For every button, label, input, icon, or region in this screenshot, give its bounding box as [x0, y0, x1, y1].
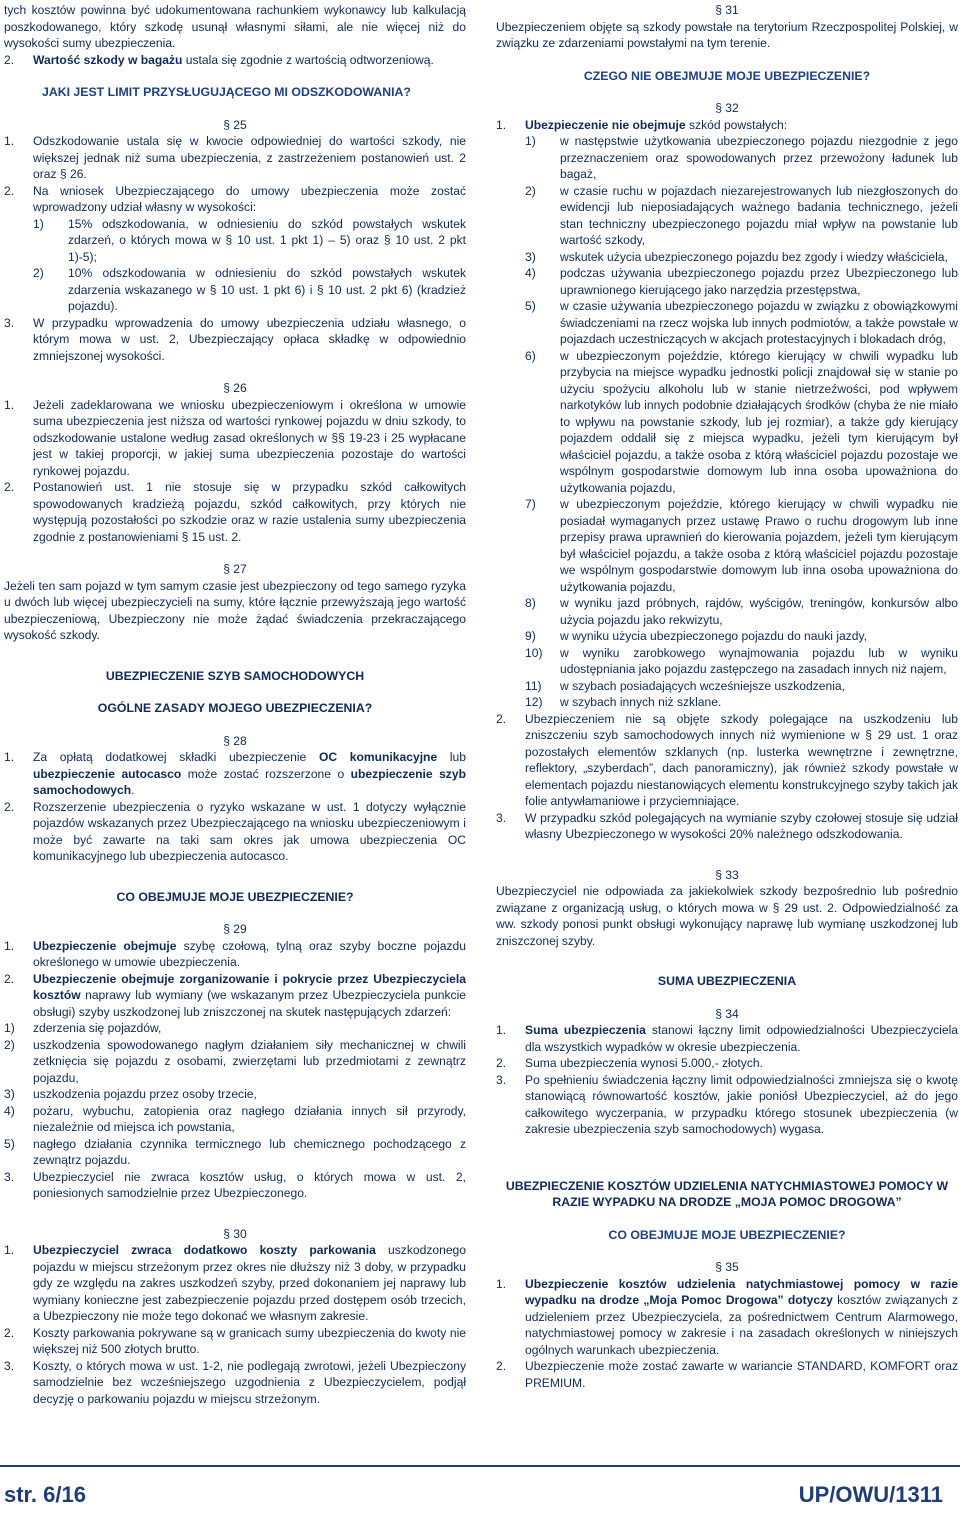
- text-run: Koszty parkowania pokrywane są w granicach sumy ubezpieczenia do kwoty nie większej niż 500 złotych brutto.: [33, 1325, 466, 1356]
- list-item-text: [560, 628, 958, 645]
- bold-text: Suma ubezpieczenia: [525, 1023, 646, 1037]
- section-number-35: § 35: [715, 1260, 739, 1274]
- spacer: [4, 1202, 466, 1226]
- text-run: Koszty, o których mowa w ust. 1-2, nie podlegają zwrotowi, jeżeli Ubezpieczony samodzielnie bez wcześniejszego uzgodnienia z Ubezpieczycielem, podjął decyzję o parkowaniu pojazdu w miejscu strzeżonym.: [33, 1358, 466, 1406]
- list-item-number: 1.: [4, 1243, 15, 1257]
- list-item-text: [33, 183, 466, 216]
- spacer: [4, 101, 466, 117]
- list-item: [496, 628, 958, 645]
- list-item-text: [33, 1020, 466, 1037]
- text-run: nagłego działania czynnika termicznego lub chemicznego pochodzącego z zewnątrz pojazdu.: [33, 1136, 466, 1167]
- section-heading: JAKI JEST LIMIT PRZYSŁUGUJĄCEGO MI ODSZKODOWANIA?: [42, 85, 411, 99]
- list-item-text: [560, 694, 958, 711]
- list-item-number: 2.: [4, 971, 15, 986]
- list-item-number: 1.: [4, 750, 15, 764]
- spacer: [4, 905, 466, 921]
- right-column: [496, 2, 958, 1391]
- section-number-33: § 33: [715, 867, 739, 882]
- text-run: Jeżeli zadeklarowana we wniosku ubezpieczeniowym i określona w umowie suma ubezpieczenia jest niższa od wartości rynkowej pojazdu w dniu szkody, to odszkodowanie ustalone według zasad określonych w §§ 19-23 i 25 wypłacane jest w takiej proporcji, w jakiej suma ubezpieczenia pozostaje do wartości rynkowej pojazdu.: [33, 397, 466, 478]
- list-item-text: [33, 1103, 466, 1136]
- text-run: w następstwie użytkowania ubezpieczonego pojazdu niezgodnie z jego przeznaczeniem oraz spowodowanych przez przewożony ładunek lub bagaż,: [560, 134, 958, 181]
- bold-text: Ubezpieczenie obejmuje zorganizowanie i pokrycie przez Ubezpieczyciela kosztów: [33, 971, 466, 1002]
- list-item-text: [525, 1055, 958, 1072]
- footer-divider: [0, 1465, 960, 1467]
- list-item-text: [560, 348, 958, 497]
- list-item: [4, 938, 466, 971]
- text-run: .: [131, 783, 135, 797]
- list-item-number: 1): [525, 134, 536, 148]
- spacer: [496, 52, 958, 68]
- section-number-31: § 31: [715, 3, 739, 17]
- list-item-number: 8): [525, 596, 536, 610]
- spacer: [4, 68, 466, 84]
- list-item-number: 3): [4, 1087, 15, 1101]
- text-run: ustala się zgodnie z wartością odtworzeniową.: [182, 52, 434, 67]
- list-item-text: [560, 645, 958, 678]
- list-item-text: [525, 1276, 958, 1359]
- list-item-number: 2.: [4, 799, 15, 814]
- list-item-number: 2): [4, 1037, 15, 1052]
- text-run: uszkodzenia spowodowanego nagłym działaniem siły mechanicznej w chwili zetknięcia się pojazdu z osobami, zwierzętami lub przedmiotami z zewnątrz pojazdu,: [33, 1037, 466, 1085]
- list-item: [496, 1276, 958, 1359]
- list-item-text: [33, 397, 466, 480]
- list-item: [4, 1325, 466, 1358]
- spacer: [496, 1243, 958, 1259]
- list-item-text: [525, 1072, 958, 1138]
- list-item-number: 4): [525, 266, 536, 280]
- list-item: [4, 971, 466, 1021]
- section-number-32: § 32: [715, 101, 739, 115]
- list-item: [496, 496, 958, 595]
- list-item-number: 2.: [496, 1359, 507, 1373]
- spacer: [496, 949, 958, 973]
- text-run: Ubezpieczeniem nie są objęte szkody polegające na uszkodzeniu lub zniszczeniu szyb samochodowych innych niż wymienione w § 29 ust. 1 oraz pozostałych elementów szklanych (np. lusterka wewnętrzne i zewnętrzne, reflektory, „szyberdach”, dach panoramiczny), jak również szkody powstałe w elementach pojazdu niestanowiących elementu konstrukcyjnego szyby takich jak folie antywłamaniowe i przyciemniające.: [525, 711, 958, 808]
- list-item-text: [560, 249, 958, 266]
- text-run: lub: [437, 750, 466, 764]
- list-item-number: 7): [525, 497, 536, 511]
- text-run: w ubezpieczonym pojeździe, którego kierujący w chwili wypadku lub przybycia na miejsce wypadku jednostki policji znajdował się w stanie po użyciu spożyciu alkoholu lub w stanie nietrzeźwości, pod wpływem narkotyków lub innych podobnie działających środków (chyba że nie miało to wpływu na powstanie szkody, lub jej rozmiar), a także gdy kierujący pojazdem oddalił się z miejsca wypadku, jeżeli tym kierującym był właściciel pojazdu, a także osoba z którą właściciel pojazdu pozostaje we wspólnym gospodarstwie domowym lub inna osoba upoważniona do użytkowania pojazdu,: [560, 348, 958, 495]
- list-item-number: 1.: [496, 117, 507, 132]
- list-item-text: [525, 117, 958, 134]
- list-item-text: [560, 133, 958, 183]
- section-number-27: § 27: [223, 562, 247, 576]
- text-run: Suma ubezpieczenia wynosi 5.000,- złotych.: [525, 1056, 763, 1070]
- text-run: Postanowień ust. 1 nie stosuje się w przypadku szkód całkowitych spowodowanych kradzieżą pojazdu, szkód całkowitych, przy których nie występują pozostałości po szkodzie oraz w razie ustalenia sumy ubezpieczenia zgodnie z postanowieniami § 15 ust. 2.: [33, 480, 466, 544]
- list-item-number: 4): [4, 1103, 15, 1118]
- list-item-text: [560, 183, 958, 249]
- list-item-text: [33, 1086, 466, 1103]
- list-item-number: 2.: [4, 183, 15, 198]
- list-item-number: 2.: [496, 711, 507, 726]
- paragraph: tych kosztów powinna być udokumentowana rachunkiem wykonawcy lub kalkulacją poszkodowanego, który szkodę usunął własnymi siłami, ale nie więcej niż do wysokości sumy ubezpieczenia.: [4, 3, 466, 50]
- list-item: [4, 52, 466, 69]
- list-item-text: [525, 1022, 958, 1055]
- list-item-text: [68, 265, 466, 315]
- list-item-text: [33, 1169, 466, 1202]
- list-item: [496, 1022, 958, 1055]
- section-heading: CO OBEJMUJE MOJE UBEZPIECZENIE?: [116, 889, 354, 904]
- list-item-number: 5): [525, 299, 536, 313]
- section-number-25: § 25: [223, 117, 247, 132]
- list-item-number: 5): [4, 1136, 15, 1151]
- spacer: [4, 717, 466, 733]
- text-run: Ubezpieczyciel nie zwraca kosztów usług, o których mowa w ust. 2, poniesionych samodzielnie przez Ubezpieczonego.: [33, 1169, 466, 1200]
- list-item-text: [560, 298, 958, 348]
- list-item: [4, 1169, 466, 1202]
- text-run: stanowi łączny limit odpowiedzialności Ubezpieczyciela dla wszystkich wypadków w okresie ubezpieczenia.: [525, 1023, 958, 1054]
- text-run: kosztów związanych z udzieleniem przez Ubezpieczyciela, za pośrednictwem Centrum Alarmowego, natychmiastowej pomocy w zakresie i na zasadach określonych w niniejszych ogólnych warunkach ubezpieczenia.: [525, 1293, 958, 1357]
- bold-text: Ubezpieczyciel zwraca dodatkowo koszty parkowania: [33, 1243, 376, 1257]
- section-number-29: § 29: [223, 922, 247, 936]
- list-item: [4, 1037, 466, 1087]
- list-item: [4, 397, 466, 480]
- list-item-text: [525, 711, 958, 810]
- text-run: w czasie używania ubezpieczonego pojazdu w związku z obowiązkowymi świadczeniami na rzecz wojska lub innych podmiotów, a także powstałe w pojazdach uczestniczących w akcjach protestacyjnych i blokadach dróg,: [560, 299, 958, 346]
- list-item-number: 1.: [496, 1276, 507, 1291]
- text-run: Za opłatą dodatkowej składki ubezpieczenie: [33, 750, 319, 764]
- list-item-text: [33, 1325, 466, 1358]
- list-item: [4, 1136, 466, 1169]
- list-item-number: 10): [525, 645, 543, 660]
- spacer: [4, 644, 466, 668]
- spacer: [4, 865, 466, 889]
- section-number-34: § 34: [715, 1006, 739, 1021]
- section-heading: CZEGO NIE OBEJMUJE MOJE UBEZPIECZENIE?: [583, 68, 871, 83]
- list-item-text: [33, 799, 466, 865]
- list-item-number: 1.: [4, 397, 15, 412]
- text-run: Na wniosek Ubezpieczającego do umowy ubezpieczenia może zostać wprowadzony udział własny w wysokości:: [33, 183, 466, 214]
- list-item: [4, 315, 466, 365]
- list-item: [4, 1086, 466, 1103]
- list-item: [496, 117, 958, 134]
- list-item: [496, 1055, 958, 1072]
- list-item: [4, 799, 466, 865]
- list-item-number: 12): [525, 695, 543, 709]
- text-run: podczas używania ubezpieczonego pojazdu przez Ubezpieczonego lub uprawnionego kierującego jako narzędzia przestępstwa,: [560, 266, 958, 297]
- list-item-number: 2.: [4, 1325, 15, 1340]
- list-item-number: 1.: [4, 938, 15, 953]
- bold-text: OC komunikacyjne: [318, 750, 438, 764]
- list-item: [4, 183, 466, 216]
- list-item-number: 3.: [496, 1072, 507, 1087]
- text-run: szybę czołową, tylną oraz szyby boczne pojazdu określonego w umowie ubezpieczenia.: [33, 938, 466, 969]
- list-item-text: [33, 1037, 466, 1087]
- section-heading: CO OBEJMUJE MOJE UBEZPIECZENIE?: [608, 1227, 846, 1242]
- list-item-number: 9): [525, 629, 536, 643]
- list-item-number: 1): [33, 216, 44, 231]
- bold-text: ubezpieczenie szyb samochodowych: [33, 766, 466, 797]
- list-item-number: 2.: [4, 480, 15, 494]
- list-item: [4, 749, 466, 799]
- list-item: [4, 479, 466, 545]
- text-run: w szybach innych niż szklane.: [560, 695, 722, 709]
- spacer: [496, 1162, 958, 1178]
- list-item-text: [525, 810, 958, 843]
- section-heading: SUMA UBEZPIECZENIA: [657, 974, 797, 988]
- list-item: [496, 265, 958, 298]
- list-item-text: [33, 479, 466, 545]
- list-item: [4, 1020, 466, 1037]
- paragraph: Ubezpieczyciel nie odpowiada za jakiekolwiek szkody bezpośrednio lub pośrednio związane z organizacją usług, o których mowa w § 29 ust. 2. Odpowiedzialność za ww. szkody ponosi punkt obsługi wykonujący naprawę lub wymianę uszkodzonej lub zniszczonej szyby.: [496, 884, 958, 948]
- text-run: w ubezpieczonym pojeździe, którego kierujący w chwili wypadku nie posiadał wymaganych przez ustawę Prawo o ruchu drogowym lub inne przepisy prawa uprawnień do kierowania pojazdem, jeżeli tym kierującym był właściciel pojazdu, a także osoba z którą właściciel pojazdu pozostaje we wspólnym gospodarstwie domowym lub inna osoba upoważniona do użytkowania pojazdu,: [560, 497, 958, 594]
- list-item: [4, 265, 466, 315]
- text-run: naprawy lub wymiany (we wskazanym przez Ubezpieczyciela punkcie obsługi) szyby uszkodzonej lub zniszczonej na skutek następujących zdarzeń:: [33, 988, 466, 1019]
- bold-text: ubezpieczenie autocasco: [33, 766, 182, 781]
- text-run: w wyniku zarobkowego wynajmowania pojazdu lub w wyniku udostępniania jako pojazdu zastępczego na zasadach innych niż najem,: [560, 645, 958, 676]
- text-run: w wyniku jazd próbnych, rajdów, wyścigów, treningów, konkursów albo użycia pojazdu jako rekwizytu,: [560, 596, 958, 627]
- list-item: [496, 1358, 958, 1391]
- list-item-text: [33, 749, 466, 799]
- text-run: szkód powstałych:: [685, 117, 788, 132]
- spacer: [4, 545, 466, 561]
- section-number-30: § 30: [223, 1226, 247, 1241]
- text-run: 10% odszkodowania w odniesieniu do szkód powstałych wskutek zdarzenia wskazanego w § 10 ust. 1 pkt 6) i § 10 ust. 2 pkt 6) (kradzież pojazdu).: [68, 266, 466, 313]
- text-run: 15% odszkodowania, w odniesieniu do szkód powstałych wskutek zdarzeń, o których mowa w § 10 ust. 1 pkt 1) – 5) oraz § 10 ust. 2 pkt 1)-5);: [68, 216, 466, 264]
- list-item: [496, 645, 958, 678]
- list-item: [496, 249, 958, 266]
- spacer: [496, 1138, 958, 1162]
- text-run: pożaru, wybuchu, zatopienia oraz nagłego działania innych sił przyrody, niezależnie od miejsca ich powstania,: [33, 1103, 466, 1134]
- paragraph: Ubezpieczeniem objęte są szkody powstałe na terytorium Rzeczpospolitej Polskiej, w związku ze zdarzeniami powstałymi na tym terenie.: [496, 19, 958, 50]
- list-item-number: 2.: [496, 1056, 507, 1070]
- list-item-number: 2): [525, 183, 536, 198]
- bold-text: Ubezpieczenie obejmuje: [33, 938, 177, 953]
- list-item-text: [560, 265, 958, 298]
- list-item-number: 3): [525, 249, 536, 264]
- section-number-28: § 28: [223, 733, 247, 748]
- list-item: [496, 810, 958, 843]
- text-run: w wyniku użycia ubezpieczonego pojazdu do nauki jazdy,: [560, 629, 868, 643]
- list-item-text: [33, 938, 466, 971]
- bold-text: Wartość szkody w bagażu: [33, 52, 183, 67]
- text-run: Po spełnieniu świadczenia łączny limit odpowiedzialności zmniejsza się o kwotę stanowiącą równowartość kosztów, jakie poniósł Ubezpieczyciel, aż do jego całkowitego wyczerpania, w przypadku którego stosunek ubezpieczenia (w zakresie ubezpieczenia szyb samochodowych) wygasa.: [525, 1072, 958, 1136]
- list-item: [496, 133, 958, 183]
- list-item-text: [33, 1358, 466, 1408]
- list-item: [496, 595, 958, 628]
- document-code: UP/OWU/1311: [798, 1482, 943, 1507]
- list-item-number: 1.: [496, 1023, 507, 1037]
- spacer: [4, 364, 466, 380]
- text-run: W przypadku wprowadzenia do umowy ubezpieczenia udziału własnego, o którym mowa w ust. 2, Ubezpieczający opłaca składkę w odpowiednio zmniejszonej wysokości.: [33, 315, 466, 363]
- list-item: [496, 298, 958, 348]
- text-run: wskutek użycia ubezpieczonego pojazdu bez zgody i wiedzy właściciela,: [560, 249, 948, 264]
- list-item-text: [525, 1358, 958, 1391]
- text-run: W przypadku szkód polegających na wymianie szyby czołowej stosuje się udział własny Ubezpieczonego w wysokości 20% należnego odszkodowania.: [525, 810, 958, 841]
- paragraph: Jeżeli ten sam pojazd w tym samym czasie jest ubezpieczony od tego samego ryzyka u dwóch lub więcej ubezpieczycieli na sumy, które łącznie przewyższają jego wartość ubezpieczeniową, Ubezpieczony nie może żądać świadczenia przekraczającego wysokość szkody.: [4, 578, 466, 642]
- spacer: [4, 684, 466, 700]
- bold-text: Ubezpieczenie nie obejmuje: [525, 117, 686, 132]
- text-run: może zostać rozszerzone o: [181, 766, 351, 781]
- list-item-number: 2.: [4, 52, 15, 67]
- list-item: [4, 216, 466, 266]
- text-run: Odszkodowanie ustala się w kwocie odpowiedniej do wartości szkody, nie większej jednak niż suma ubezpieczenia, z zastrzeżeniem postanowień ust. 2 oraz § 26.: [33, 134, 466, 181]
- list-item: [4, 133, 466, 183]
- list-item-text: [33, 971, 466, 1021]
- section-number-26: § 26: [223, 381, 247, 395]
- section-heading: OGÓLNE ZASADY MOJEGO UBEZPIECZENIA?: [97, 701, 373, 715]
- left-column: [4, 2, 466, 1407]
- list-item-number: 1.: [4, 134, 15, 148]
- list-item-number: 3.: [496, 810, 507, 825]
- list-item-text: [33, 315, 466, 365]
- spacer: [496, 990, 958, 1006]
- list-item: [496, 694, 958, 711]
- section-heading: UBEZPIECZENIE KOSZTÓW UDZIELENIA NATYCHMIASTOWEJ POMOCY W RAZIE WYPADKU NA DRODZE „MOJA POMOC DROGOWA”: [505, 1178, 949, 1209]
- text-run: w szybach posiadających wcześniejsze uszkodzenia,: [560, 678, 846, 693]
- list-item-text: [33, 52, 466, 69]
- list-item: [496, 678, 958, 695]
- list-item: [496, 183, 958, 249]
- list-item-text: [68, 216, 466, 266]
- list-item-number: 1): [4, 1021, 15, 1035]
- list-item-number: 3.: [4, 1358, 15, 1373]
- list-item-text: [560, 678, 958, 695]
- bold-text: Ubezpieczenie kosztów udzielenia natychmiastowej pomocy w razie wypadku na drodze „Moja Pomoc Drogowa” dotyczy: [525, 1276, 958, 1307]
- text-run: uszkodzonego pojazdu w miejscu strzeżonym przez okres nie dłuższy niż 3 doby, w przypadku gdy ze względu na zakres uszkodzeń szyby, przed dokonaniem jej naprawy lub wymiany konieczne jest zabezpieczenie pojazdu przed dostępem osób trzecich, a Ubezpieczony nie może tego dokonać we własnym zakresie.: [33, 1243, 466, 1323]
- list-item-text: [33, 1242, 466, 1325]
- list-item: [496, 1072, 958, 1138]
- list-item-text: [33, 1136, 466, 1169]
- list-item-text: [560, 595, 958, 628]
- list-item: [4, 1358, 466, 1408]
- list-item: [4, 1103, 466, 1136]
- list-item-text: [33, 133, 466, 183]
- spacer: [496, 1211, 958, 1227]
- list-item: [496, 711, 958, 810]
- list-item-number: 2): [33, 266, 44, 280]
- text-run: Rozszerzenie ubezpieczenia o ryzyko wskazane w ust. 1 dotyczy wyłącznie pojazdów wskazanych przez Ubezpieczającego na wniosku ubezpieczeniowym i może być zawarte na taki sam okres jak umowa ubezpieczenia OC komunikacyjnego lub ubezpieczenia autocasco.: [33, 799, 466, 863]
- list-item-number: 3.: [4, 315, 15, 330]
- list-item-text: [560, 496, 958, 595]
- text-run: uszkodzenia pojazdu przez osoby trzecie,: [33, 1087, 257, 1101]
- text-run: zderzenia się pojazdów,: [33, 1021, 162, 1035]
- section-heading: UBEZPIECZENIE SZYB SAMOCHODOWYCH: [105, 668, 365, 683]
- list-item-number: 3.: [4, 1169, 15, 1184]
- text-run: Ubezpieczenie może zostać zawarte w wariancie STANDARD, KOMFORT oraz PREMIUM.: [525, 1359, 958, 1390]
- list-item-number: 6): [525, 348, 536, 363]
- list-item: [496, 348, 958, 497]
- list-item: [4, 1242, 466, 1325]
- text-run: w czasie ruchu w pojazdach niezarejestrowanych lub niezgłoszonych do ewidencji lub nieposiadających ważnego badania technicznego, jeżeli stan techniczny ubezpieczonego pojazdu miał wpływ na powstanie lub wartość szkody,: [560, 183, 958, 247]
- page-number: str. 6/16: [4, 1482, 86, 1507]
- spacer: [496, 84, 958, 100]
- list-item-number: 11): [525, 678, 542, 693]
- spacer: [496, 843, 958, 867]
